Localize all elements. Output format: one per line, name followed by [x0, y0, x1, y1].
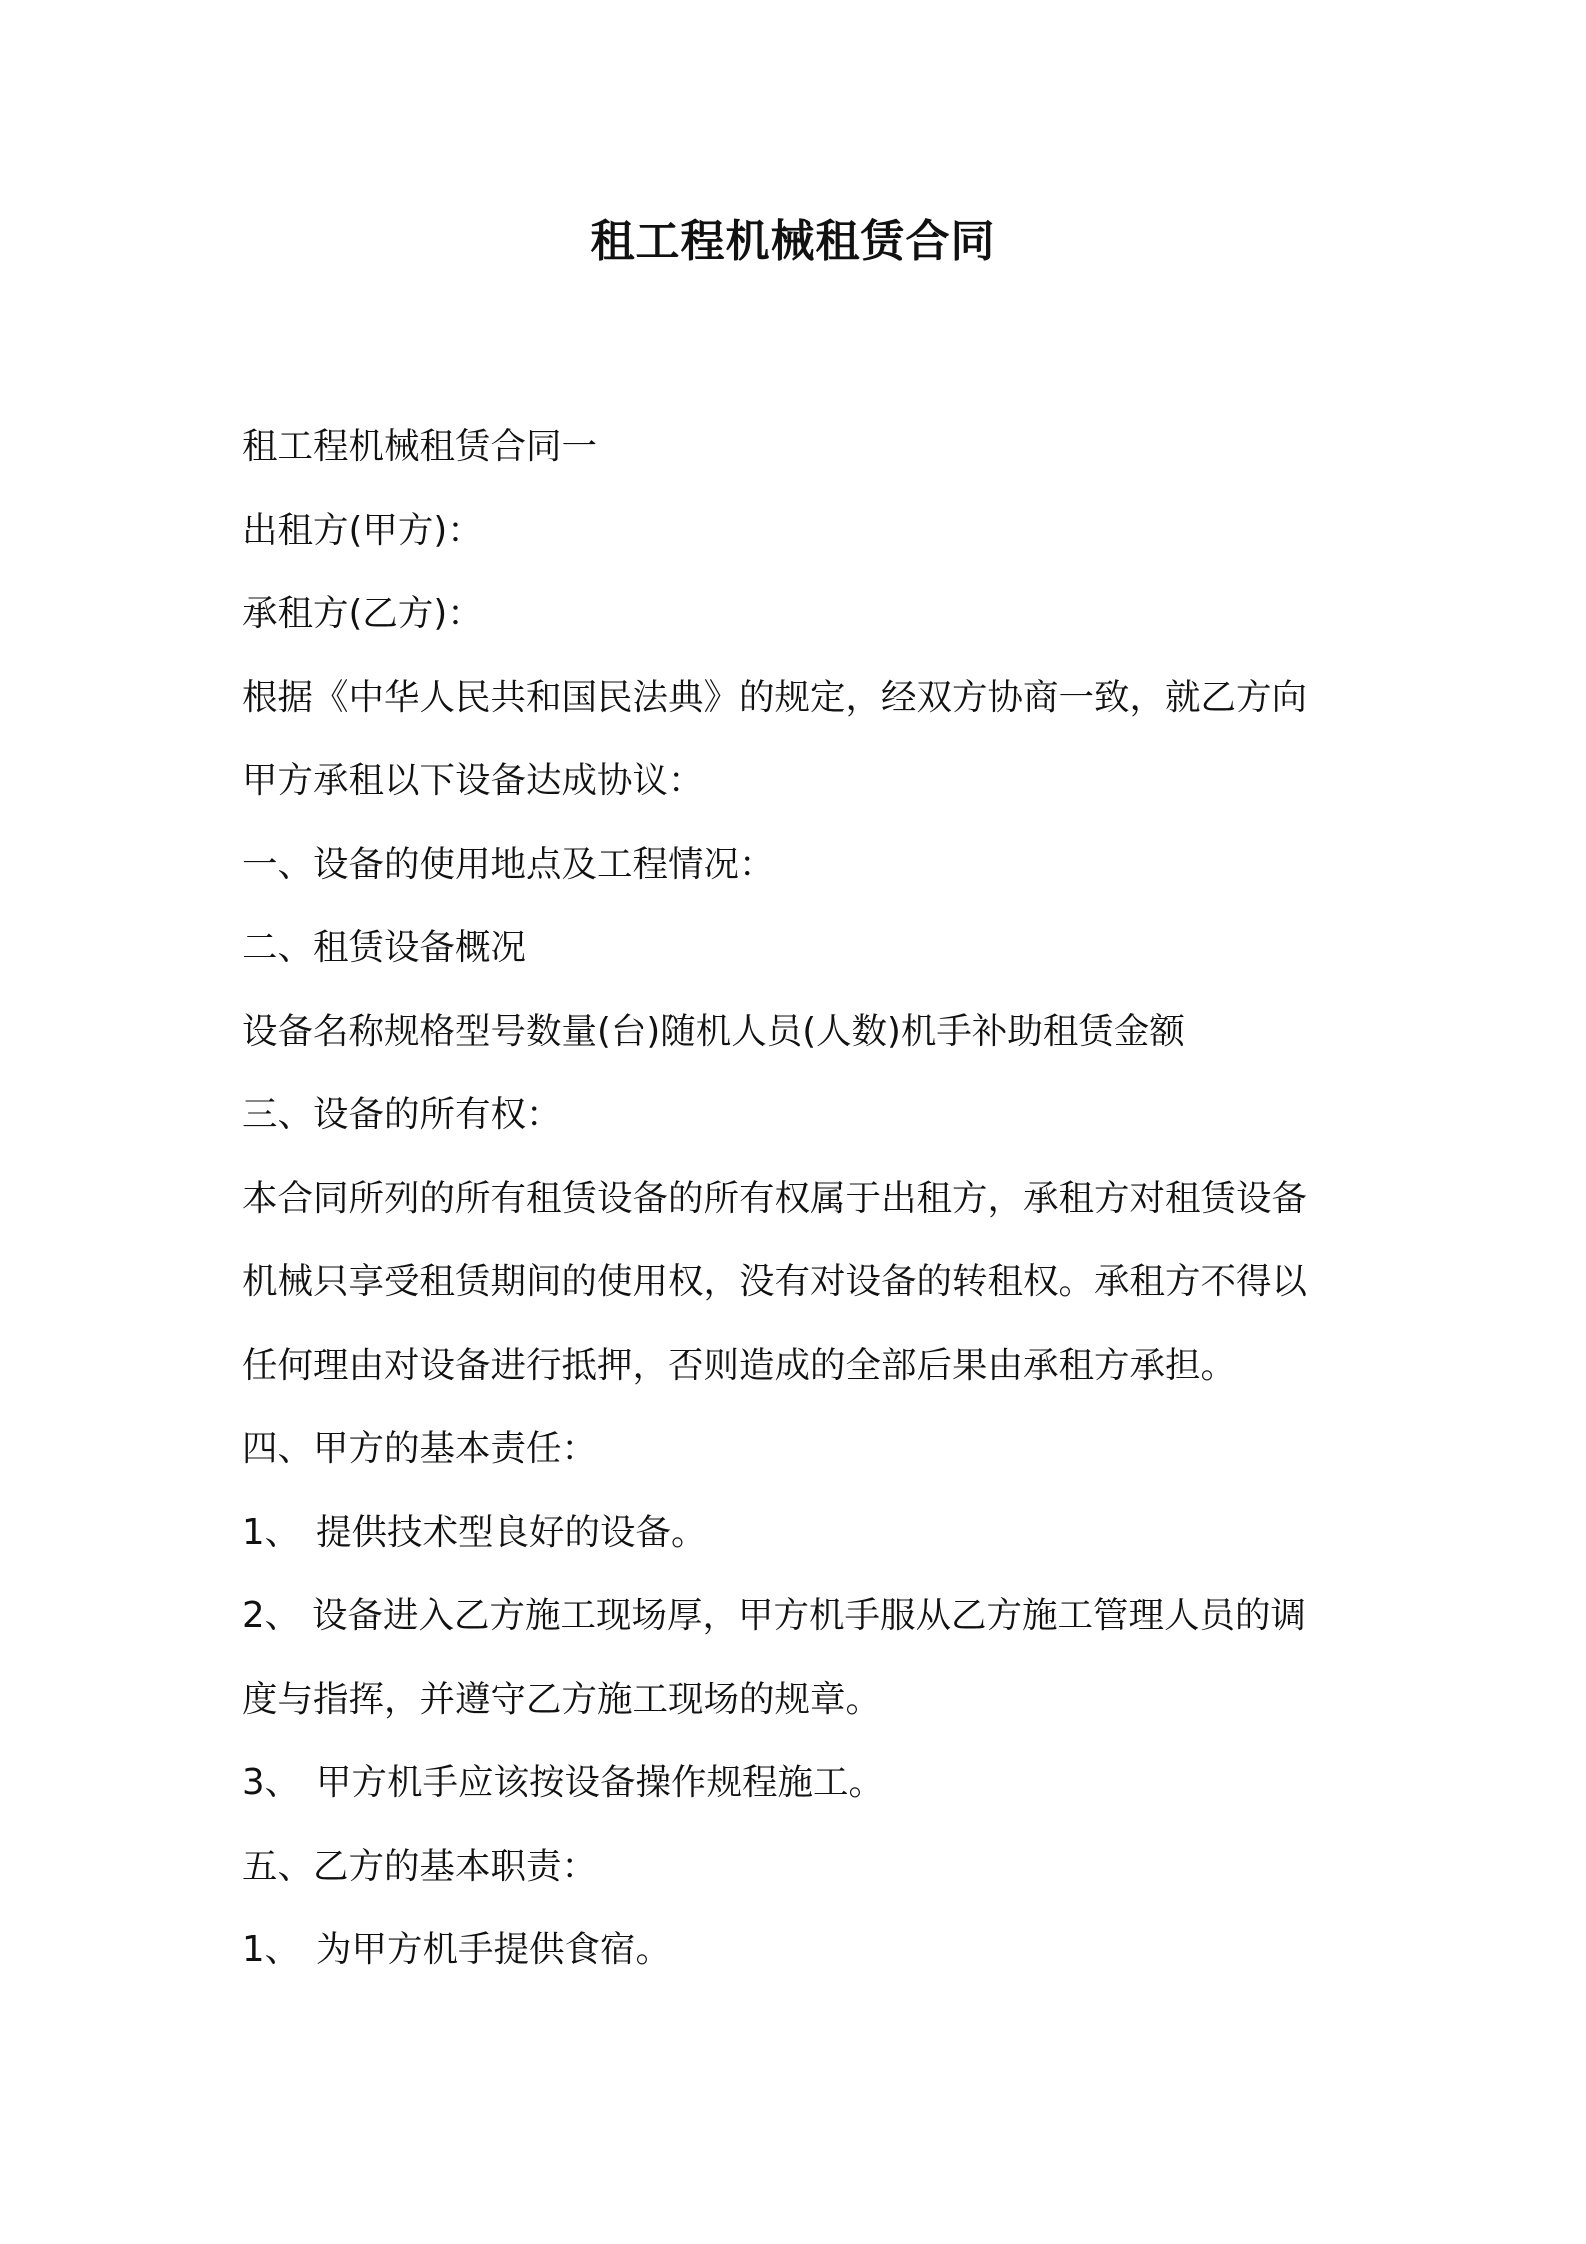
party-b-item-1 — [242, 1908, 1362, 1992]
document-title: 租工程机械租赁合同 — [590, 216, 996, 267]
item-text: 为甲方机手提供食宿。 — [316, 1929, 672, 1970]
ownership-line-2: 机械只享受租赁期间的使用权，没有对设备的转租权。承租方不得以 — [242, 1261, 1308, 1302]
item-text: 提供技术型良好的设备。 — [316, 1511, 707, 1553]
section-5-heading: 五、乙方的基本职责： — [242, 1845, 598, 1887]
preamble-line-1: 根据《中华人民共和国民法典》的规定，经双方协商一致，就乙方向 — [242, 676, 1308, 718]
ownership-line-3: 任何理由对设备进行抵押，否则造成的全部后果由承租方承担。 — [242, 1344, 1237, 1386]
contract-subtitle: 租工程机械租赁合同一 — [242, 426, 598, 467]
item-number: 2、 — [242, 1595, 301, 1636]
preamble-line-2: 甲方承租以下设备达成协议： — [242, 760, 704, 801]
party-a-item-2 — [242, 1574, 1362, 1658]
section-1-heading: 一、设备的使用地点及工程情况： — [242, 843, 775, 885]
lessor-line: 出租方(甲方)： — [242, 509, 483, 551]
section-3-heading: 三、设备的所有权： — [242, 1094, 562, 1135]
party-a-item-1 — [242, 1491, 1362, 1575]
party-a-item-2-continuation: 度与指挥，并遵守乙方施工现场的规章。 — [242, 1678, 882, 1720]
item-text: 甲方机手应该按设备操作规程施工。 — [316, 1762, 885, 1803]
ownership-line-1: 本合同所列的所有租赁设备的所有权属于出租方，承租方对租赁设备 — [242, 1177, 1308, 1219]
section-4-heading: 四、甲方的基本责任： — [242, 1428, 598, 1469]
equipment-columns-line: 设备名称规格型号数量(台)随机人员(人数)机手补助租赁金额 — [242, 1010, 1185, 1052]
item-number: 1、 — [242, 1511, 301, 1553]
item-number: 3、 — [242, 1762, 301, 1803]
party-a-item-3 — [242, 1741, 1362, 1825]
lessee-line: 承租方(乙方)： — [242, 593, 483, 634]
section-2-heading: 二、租赁设备概况 — [242, 927, 527, 968]
document-body — [242, 405, 1362, 1992]
item-text: 设备进入乙方施工现场厚，甲方机手服从乙方施工管理人员的调 — [312, 1595, 1307, 1636]
item-number: 1、 — [242, 1929, 301, 1970]
